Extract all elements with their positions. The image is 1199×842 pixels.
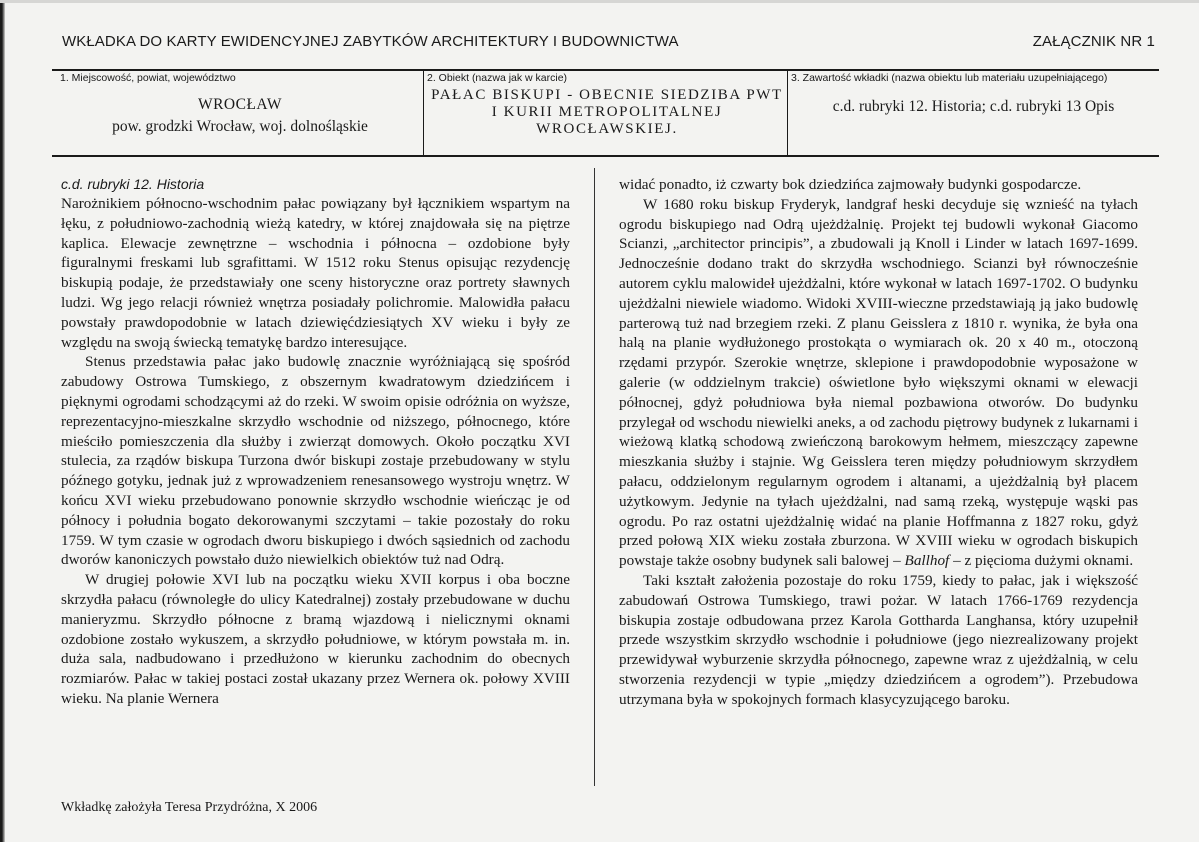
paragraph: W drugiej połowie XVI lub na początku wieku XVII korpus i oba boczne skrzydła pałacu (równoległe do ulicy Katedralnej) zostały przebudowane w duchu manieryzmu. Skrzydło północne z bramą wjazdową i nielicznymi oknami ozdobione zostało wykuszem, a skrzydło południowe, w którym powstała m. in. duża sala, nadbudowano i przedłużono w kierunku zachodnim do obecnych rozmiarów. Pałac w takiej postaci został ukazany przez Wernera ok. połowy XVIII wieku. Na planie Wernera [61, 571, 570, 707]
field-location-city: WROCŁAW [197, 96, 283, 113]
attachment-number: ZAŁĄCZNIK NR 1 [1032, 33, 1155, 50]
paragraph: widać ponadto, iż czwarty bok dziedzińca zajmowały budynki gospodarcze. [619, 176, 1082, 193]
field-object-name: PAŁAC BISKUPI - OBECNIE SIEDZIBA PWT I KURII METROPOLITALNEJ WROCŁAWSKIEJ. [431, 87, 783, 137]
scan-edge-top [0, 0, 1199, 3]
paragraph-text: W 1680 roku biskup Fryderyk, landgraf heski decyduje się wznieść na tyłach ogrodu biskupiego nad Odrą ujeżdżalnię. Projekt tej budowli wykonał Giacomo Scianzi, „architector principis”, a zbudowali ją Knoll i Linder w latach 1697-1699. Jednocześnie dodano trakt do skrzydła wschodniego. Scianzi był równocześnie autorem cyklu malowideł ujeżdżalni, które wykonał w latach 1697-1702. O budynku ujeżdżalni niewiele wiadomo. Widoki XVIII-wieczne przedstawiają ją jako budowlę parterową tuż nad brzegiem rzeki. Z planu Geisslera z 1810 r. wynika, że była ona halą na planie wydłużonego prostokąta o wymiarach ok. 20 x 40 m., otoczoną rzędami przypór. Szerokie wnętrze, sklepione i prawdopodobnie wyposażone w galerie (w oddzielnym trakcie) oświetlone było większymi oknami w elewacji północnej, gdyż południowa była niemal pozbawiona otworów. Do budynku przylegał od wschodu niewielki aneks, a od zachodu piętrowy budynek z lukarnami i wieżową klatką schodową zwieńczoną barokowym hełmem, mieszczący zapewne mieszkania służby i stajnie. Wg Geisslera teren między południowym skrzydłem pałacu, oddzielonym regularnym ogrodem i altanami, a ujeżdżalnią był placem użytkowym. Jedynie na tyłach ujeżdżalni, nad samą rzeką, występuje wąski pas ogrodu. Po raz ostatni ujeżdżalnię widać na planie Hoffmanna z 1827 roku, gdyż przed połową XIX wieku została zburzona. W XVIII wieku w ogrodach biskupich powstaje także osobny budynek sali balowej – [619, 195, 1138, 570]
ballhof-term: Ballhof [904, 552, 950, 570]
column-divider [594, 168, 595, 786]
header-rule-top [52, 69, 1159, 71]
field-contents-label: 3. Zawartość wkładki (nazwa obiektu lub materiału uzupełniającego) [791, 72, 1108, 84]
text-column-right [619, 175, 1138, 710]
document-title: WKŁADKA DO KARTY EWIDENCYJNEJ ZABYTKÓW ARCHITEKTURY I BUDOWNICTWA [62, 33, 679, 50]
paragraph: Stenus przedstawia pałac jako budowlę znacznie wyróżniającą się spośród zabudowy Ostrowa Tumskiego, z obszernym kwadratowym dziedzińcem i pięknymi ogrodami schodzącymi aż do rzeki. W swoim opisie odróżnia on wyższe, reprezentacyjno-mieszkalne skrzydło wschodnie od niższego, północnego, które mieściło pomieszczenia dla służby i zwierząt domowych. Około początku XVI stulecia, za rządów biskupa Turzona dwór biskupi zostaje przebudowany w stylu późnego gotyku, jednak już z wprowadzeniem renesansowego wystroju wnętrz. W końcu XVI wieku przebudowano ponownie skrzydło wschodnie wieńcząc je od północy i południa bogato dekorowanymi szczytami – takie pozostały do roku 1759. W tym czasie w ogrodach dworu biskupiego i dwóch sąsiednich od zachodu dworów kanoniczych powstało dużo niewielkich obiektów tuż nad Odrą. [61, 353, 570, 569]
text-column-left [61, 175, 570, 709]
paragraph: Taki kształt założenia pozostaje do roku 1759, kiedy to pałac, jak i większość zabudowań Ostrowa Tumskiego, trawi pożar. W latach 1766-1769 rezydencja biskupia zostaje odbudowana przez Karola Gottharda Langhansa, który uzupełnił przede wszystkim skrzydło wschodnie i południowe (jego niezrealizowany projekt przewidywał wyburzenie skrzydła północnego, zapewne wraz z ujeżdżalnią, w celu stworzenia rezydencji w typie „między dziedzińcem a ogrodem”). Przebudowa utrzymana była w spokojnych formach klasycyzującego baroku. [619, 571, 1138, 708]
paragraph: Narożnikiem północno-wschodnim pałac powiązany był łącznikiem wspartym na łęku, z południowo-zachodnią wieżą katedry, w której znajdowała się na piętrze kaplica. Elewacje zewnętrzne – wschodnia i północna – ozdobione były figuralnymi freskami lub sgrafittami. W 1512 roku Stenus opisując rezydencję biskupią podaje, że przedstawiały one sceny historyczne oraz portrety sławnych ludzi. Wg jego relacji również wnętrza posiadały polichromie. Malowidła pałacu powstały prawdopodobnie w latach dziewięćdziesiątych XV wieku i były ze względu na swoją świecką tematykę bardzo interesujące. [61, 195, 570, 351]
field-location [60, 72, 420, 154]
scan-edge-left [0, 0, 5, 842]
field-contents-value: c.d. rubryki 12. Historia; c.d. rubryki 13 Opis [832, 98, 1115, 115]
document-header [62, 33, 1155, 50]
field-divider-2 [787, 70, 788, 155]
section-heading: c.d. rubryki 12. Historia [61, 176, 205, 192]
field-contents [791, 72, 1156, 154]
field-object-label: 2. Obiekt (nazwa jak w karcie) [427, 72, 568, 84]
author-footer: Wkładkę założyła Teresa Przydróżna, X 2006 [61, 800, 318, 815]
field-location-label: 1. Miejscowość, powiat, województwo [60, 72, 236, 84]
field-divider-1 [423, 70, 424, 155]
paragraph [619, 195, 1138, 571]
field-object [427, 72, 787, 154]
header-rule-bottom [52, 155, 1159, 157]
field-location-region: pow. grodzki Wrocław, woj. dolnośląskie [112, 118, 368, 135]
paragraph-tail: – z pięcioma dużymi oknami. [949, 552, 1134, 570]
